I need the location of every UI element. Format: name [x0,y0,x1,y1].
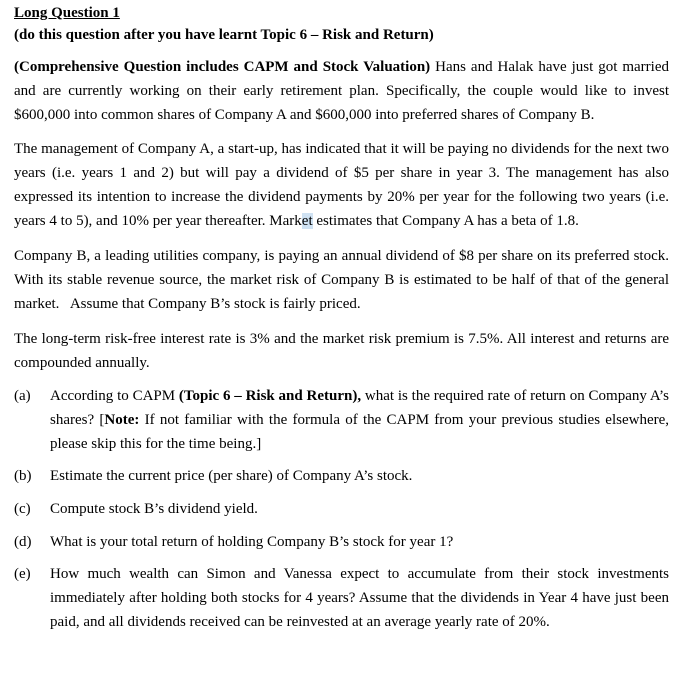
question-a-note-label: Note: [104,412,140,428]
question-item-c [14,497,669,521]
question-text: Estimate the current price (per share) of Company A’s stock. [50,468,413,484]
question-text: Compute stock B’s dividend yield. [50,501,258,517]
intro-bold-lead: (Comprehensive Question includes CAPM and Stock Valuation) [14,59,431,75]
question-label: (a) [14,388,31,404]
question-label: (c) [14,501,31,517]
question-item-b [14,464,669,488]
company-b-paragraph: Company B, a leading utilities company, is paying an annual dividend of $8 per share on its preferred stock. With its stable revenue source, the market risk of Company B is estimated to be half of that of the general market. Assume that Company B’s stock is fairly priced. [14,248,669,312]
question-text: What is your total return of holding Company B’s stock for year 1? [50,534,454,550]
intro-paragraph [14,55,669,127]
question-label: (e) [14,566,31,582]
question-label: (d) [14,534,32,550]
rates-paragraph: The long-term risk-free interest rate is 3% and the market risk premium is 7.5%. All interest and returns are compounded annually. [14,331,669,371]
company-a-text-before: The management of Company A, a start-up, has indicated that it will be paying no dividends for the next two years (i.e. years 1 and 2) but will pay a dividend of $5 per share in year 3. The management has also expressed its intention to increase the dividend payments by 20% per year for the following two years (i.e. years 4 to 5), and 10% per year thereafter. Mark [14,141,669,229]
question-a-text-3: If not familiar with the formula of the CAPM from your previous studies elsewhere, please skip this for the time being.] [50,412,669,452]
question-subtitle: (do this question after you have learnt Topic 6 – Risk and Return) [14,27,434,43]
question-item-d [14,530,669,554]
question-title: Long Question 1 [14,5,120,21]
question-a-text-1: According to CAPM [50,388,179,404]
question-item-e [14,562,669,634]
question-label: (b) [14,468,32,484]
question-text: How much wealth can Simon and Vanessa expect to accumulate from their stock investments immediately after holding both stocks for 4 years? Assume that the dividends in Year 4 have just been paid, and all dividends received can be reinvested at an average yearly rate of 20%. [50,566,669,630]
intro-text: Hans and Halak have just got married and are currently working on their early retirement plan. Specifically, the couple would like to invest $600,000 into common shares of Company A and $600,000 into preferred shares of Company B. [14,59,669,123]
question-a-text-2: what is the required rate of return on Company A’s shares? [ [50,388,669,428]
question-text [50,384,669,456]
company-a-paragraph [14,137,669,233]
question-a-topic-ref: (Topic 6 – Risk and Return), [178,388,362,404]
question-list [14,384,669,634]
company-a-text-after: estimates that Company A has a beta of 1.8. [312,213,579,229]
question-item-a [14,384,669,456]
text-selection-highlight[interactable]: et [301,213,313,229]
